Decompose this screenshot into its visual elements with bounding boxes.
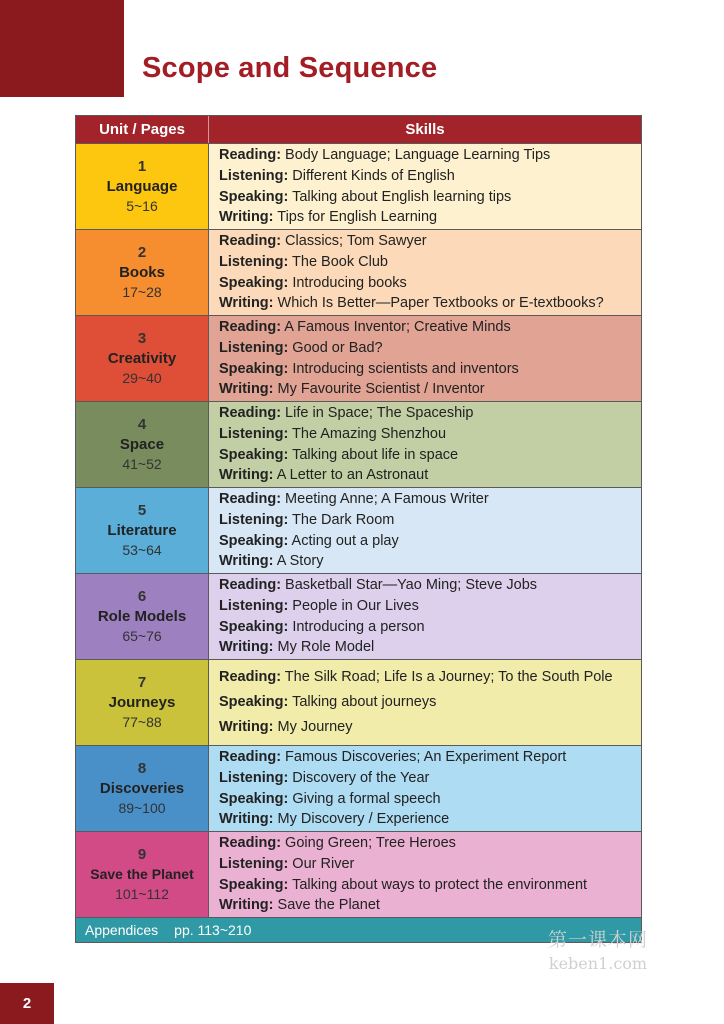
skill-label: Speaking: bbox=[219, 618, 289, 635]
skill-text: Meeting Anne; A Famous Writer bbox=[281, 490, 489, 507]
unit-row bbox=[76, 316, 641, 402]
skill-line bbox=[219, 424, 641, 445]
unit-row bbox=[76, 230, 641, 316]
unit-name: Save the Planet bbox=[90, 866, 194, 882]
skill-label: Listening: bbox=[219, 511, 289, 528]
skill-label: Speaking: bbox=[219, 876, 289, 893]
skills-cell bbox=[209, 832, 641, 917]
skill-text: My Journey bbox=[273, 719, 353, 735]
skill-text: Famous Discoveries; An Experiment Report bbox=[281, 748, 567, 765]
skill-label: Reading: bbox=[219, 834, 282, 851]
skill-label: Writing: bbox=[219, 209, 274, 226]
skill-line bbox=[219, 317, 641, 338]
unit-pages: 5~16 bbox=[126, 198, 158, 214]
skill-label: Writing: bbox=[219, 719, 274, 735]
skill-line bbox=[219, 531, 641, 552]
unit-cell bbox=[76, 574, 209, 659]
skill-line bbox=[219, 833, 641, 854]
unit-pages: 41~52 bbox=[122, 456, 162, 472]
watermark bbox=[548, 928, 648, 976]
unit-row bbox=[76, 832, 641, 918]
unit-number: 4 bbox=[137, 416, 147, 433]
unit-cell bbox=[76, 230, 209, 315]
skill-label: Reading: bbox=[219, 232, 282, 249]
watermark-line-1: 第一课本网 bbox=[548, 929, 649, 951]
unit-pages: 29~40 bbox=[122, 370, 162, 386]
unit-cell bbox=[76, 660, 209, 745]
unit-pages: 65~76 bbox=[122, 628, 162, 644]
page-title: Scope and Sequence bbox=[142, 52, 438, 84]
unit-number: 2 bbox=[137, 244, 147, 261]
unit-cell bbox=[76, 316, 209, 401]
skills-cell bbox=[209, 144, 641, 229]
unit-number: 8 bbox=[137, 760, 147, 777]
skill-label: Reading: bbox=[219, 146, 282, 163]
skill-label: Speaking: bbox=[219, 360, 289, 377]
skill-line bbox=[219, 665, 641, 690]
unit-pages: 101~112 bbox=[115, 886, 169, 902]
skill-line bbox=[219, 551, 641, 572]
unit-name: Discoveries bbox=[99, 780, 185, 797]
skill-line bbox=[219, 617, 641, 638]
skill-label: Listening: bbox=[219, 167, 289, 184]
unit-pages: 77~88 bbox=[122, 714, 162, 730]
skill-line bbox=[219, 359, 641, 380]
unit-row bbox=[76, 144, 641, 230]
scope-sequence-table bbox=[75, 115, 642, 943]
unit-number: 7 bbox=[137, 674, 147, 691]
unit-name: Creativity bbox=[107, 350, 177, 367]
skill-label: Writing: bbox=[219, 811, 274, 828]
unit-cell bbox=[76, 832, 209, 917]
skill-label: Reading: bbox=[219, 404, 282, 421]
skill-line bbox=[219, 187, 641, 208]
skill-label: Reading: bbox=[219, 748, 282, 765]
skill-line bbox=[219, 575, 641, 596]
skill-label: Listening: bbox=[219, 769, 289, 786]
skill-text: A Famous Inventor; Creative Minds bbox=[281, 318, 511, 335]
unit-name: Space bbox=[119, 436, 165, 453]
skill-line bbox=[219, 596, 641, 617]
unit-cell bbox=[76, 402, 209, 487]
unit-row bbox=[76, 746, 641, 832]
skill-text: Which Is Better—Paper Textbooks or E-textbooks? bbox=[273, 295, 604, 312]
unit-rows bbox=[76, 144, 641, 918]
skill-line bbox=[219, 293, 641, 314]
skill-text: Life in Space; The Spaceship bbox=[281, 404, 474, 421]
skill-text: A Letter to an Astronaut bbox=[273, 467, 429, 484]
unit-pages-header: Unit / Pages bbox=[76, 116, 209, 143]
skill-label: Reading: bbox=[219, 669, 282, 685]
skill-text: The Silk Road; Life Is a Journey; To the South Pole bbox=[281, 669, 613, 685]
unit-number: 6 bbox=[137, 588, 147, 605]
skill-text: Tips for English Learning bbox=[273, 209, 438, 226]
skills-cell bbox=[209, 746, 641, 831]
skill-label: Speaking: bbox=[219, 694, 289, 710]
unit-number: 5 bbox=[137, 502, 147, 519]
skill-line bbox=[219, 637, 641, 658]
unit-cell bbox=[76, 144, 209, 229]
skill-line bbox=[219, 231, 641, 252]
skill-text: Discovery of the Year bbox=[288, 769, 430, 786]
skill-line bbox=[219, 207, 641, 228]
skill-label: Listening: bbox=[219, 339, 289, 356]
skill-label: Listening: bbox=[219, 425, 289, 442]
skill-line bbox=[219, 809, 641, 830]
unit-pages: 53~64 bbox=[122, 542, 162, 558]
skill-line bbox=[219, 854, 641, 875]
skill-text: The Book Club bbox=[288, 253, 388, 270]
skill-label: Speaking: bbox=[219, 532, 289, 549]
skill-text: Classics; Tom Sawyer bbox=[281, 232, 427, 249]
unit-name: Role Models bbox=[97, 608, 187, 625]
skills-cell bbox=[209, 574, 641, 659]
skill-label: Speaking: bbox=[219, 274, 289, 291]
skill-text: The Amazing Shenzhou bbox=[288, 425, 447, 442]
unit-number: 3 bbox=[137, 330, 147, 347]
skill-line bbox=[219, 403, 641, 424]
unit-row bbox=[76, 488, 641, 574]
skill-text: Introducing a person bbox=[288, 618, 425, 635]
skill-text: My Discovery / Experience bbox=[273, 811, 450, 828]
skill-line bbox=[219, 768, 641, 789]
skill-label: Writing: bbox=[219, 897, 274, 914]
skill-label: Listening: bbox=[219, 855, 289, 872]
skill-label: Reading: bbox=[219, 490, 282, 507]
corner-decoration bbox=[0, 0, 124, 97]
skill-label: Writing: bbox=[219, 467, 274, 484]
skill-text: Basketball Star—Yao Ming; Steve Jobs bbox=[281, 576, 538, 593]
skill-label: Listening: bbox=[219, 597, 289, 614]
unit-pages: 17~28 bbox=[122, 284, 162, 300]
skill-text: Acting out a play bbox=[288, 532, 399, 549]
skills-cell bbox=[209, 402, 641, 487]
skill-text: A Story bbox=[273, 553, 324, 570]
skill-line bbox=[219, 166, 641, 187]
appendix-pages: pp. 113~210 bbox=[174, 922, 252, 938]
skill-line bbox=[219, 145, 641, 166]
skill-text: Talking about ways to protect the environment bbox=[288, 876, 588, 893]
table-header-row bbox=[76, 116, 641, 144]
skill-label: Speaking: bbox=[219, 446, 289, 463]
skill-line bbox=[219, 895, 641, 916]
skill-line bbox=[219, 489, 641, 510]
skill-line bbox=[219, 715, 641, 740]
watermark-line-2: keben1.com bbox=[548, 954, 648, 973]
skill-line bbox=[219, 875, 641, 896]
skill-line bbox=[219, 273, 641, 294]
skill-text: Talking about life in space bbox=[288, 446, 459, 463]
skill-text: Body Language; Language Learning Tips bbox=[281, 146, 551, 163]
skill-text: Talking about journeys bbox=[288, 694, 437, 710]
skill-text: Giving a formal speech bbox=[288, 790, 441, 807]
unit-cell bbox=[76, 488, 209, 573]
unit-row bbox=[76, 574, 641, 660]
skill-label: Speaking: bbox=[219, 790, 289, 807]
skill-text: Introducing scientists and inventors bbox=[288, 360, 519, 377]
skill-text: Introducing books bbox=[288, 274, 407, 291]
skill-line bbox=[219, 252, 641, 273]
unit-name: Language bbox=[106, 178, 178, 195]
skill-label: Writing: bbox=[219, 295, 274, 312]
unit-pages: 89~100 bbox=[118, 800, 166, 816]
skill-text: My Favourite Scientist / Inventor bbox=[273, 381, 485, 398]
unit-name: Books bbox=[119, 264, 165, 281]
skills-cell bbox=[209, 230, 641, 315]
skill-line bbox=[219, 690, 641, 715]
skill-text: The Dark Room bbox=[288, 511, 395, 528]
skill-text: People in Our Lives bbox=[288, 597, 419, 614]
appendix-label: Appendices bbox=[85, 922, 159, 938]
skill-text: Save the Planet bbox=[273, 897, 380, 914]
skill-line bbox=[219, 789, 641, 810]
skill-text: My Role Model bbox=[273, 639, 375, 656]
skills-cell bbox=[209, 660, 641, 745]
unit-row bbox=[76, 660, 641, 746]
skill-label: Reading: bbox=[219, 576, 282, 593]
skill-line bbox=[219, 338, 641, 359]
skill-text: Good or Bad? bbox=[288, 339, 383, 356]
skill-line bbox=[219, 510, 641, 531]
skill-label: Reading: bbox=[219, 318, 282, 335]
skill-line bbox=[219, 445, 641, 466]
unit-name: Journeys bbox=[108, 694, 176, 711]
skill-text: Going Green; Tree Heroes bbox=[281, 834, 456, 851]
skill-label: Writing: bbox=[219, 553, 274, 570]
skill-label: Listening: bbox=[219, 253, 289, 270]
page-number: 2 bbox=[0, 983, 54, 1024]
unit-row bbox=[76, 402, 641, 488]
skills-header: Skills bbox=[405, 121, 445, 138]
skill-label: Writing: bbox=[219, 639, 274, 656]
skill-text: Talking about English learning tips bbox=[288, 188, 512, 205]
unit-name: Literature bbox=[107, 522, 177, 539]
skill-line bbox=[219, 747, 641, 768]
skills-cell bbox=[209, 316, 641, 401]
unit-number: 1 bbox=[137, 158, 147, 175]
skills-cell bbox=[209, 488, 641, 573]
unit-number: 9 bbox=[137, 846, 147, 863]
skill-label: Speaking: bbox=[219, 188, 289, 205]
skill-text: Different Kinds of English bbox=[288, 167, 455, 184]
skill-line bbox=[219, 379, 641, 400]
skill-line bbox=[219, 465, 641, 486]
skill-text: Our River bbox=[288, 855, 355, 872]
skill-label: Writing: bbox=[219, 381, 274, 398]
unit-cell bbox=[76, 746, 209, 831]
